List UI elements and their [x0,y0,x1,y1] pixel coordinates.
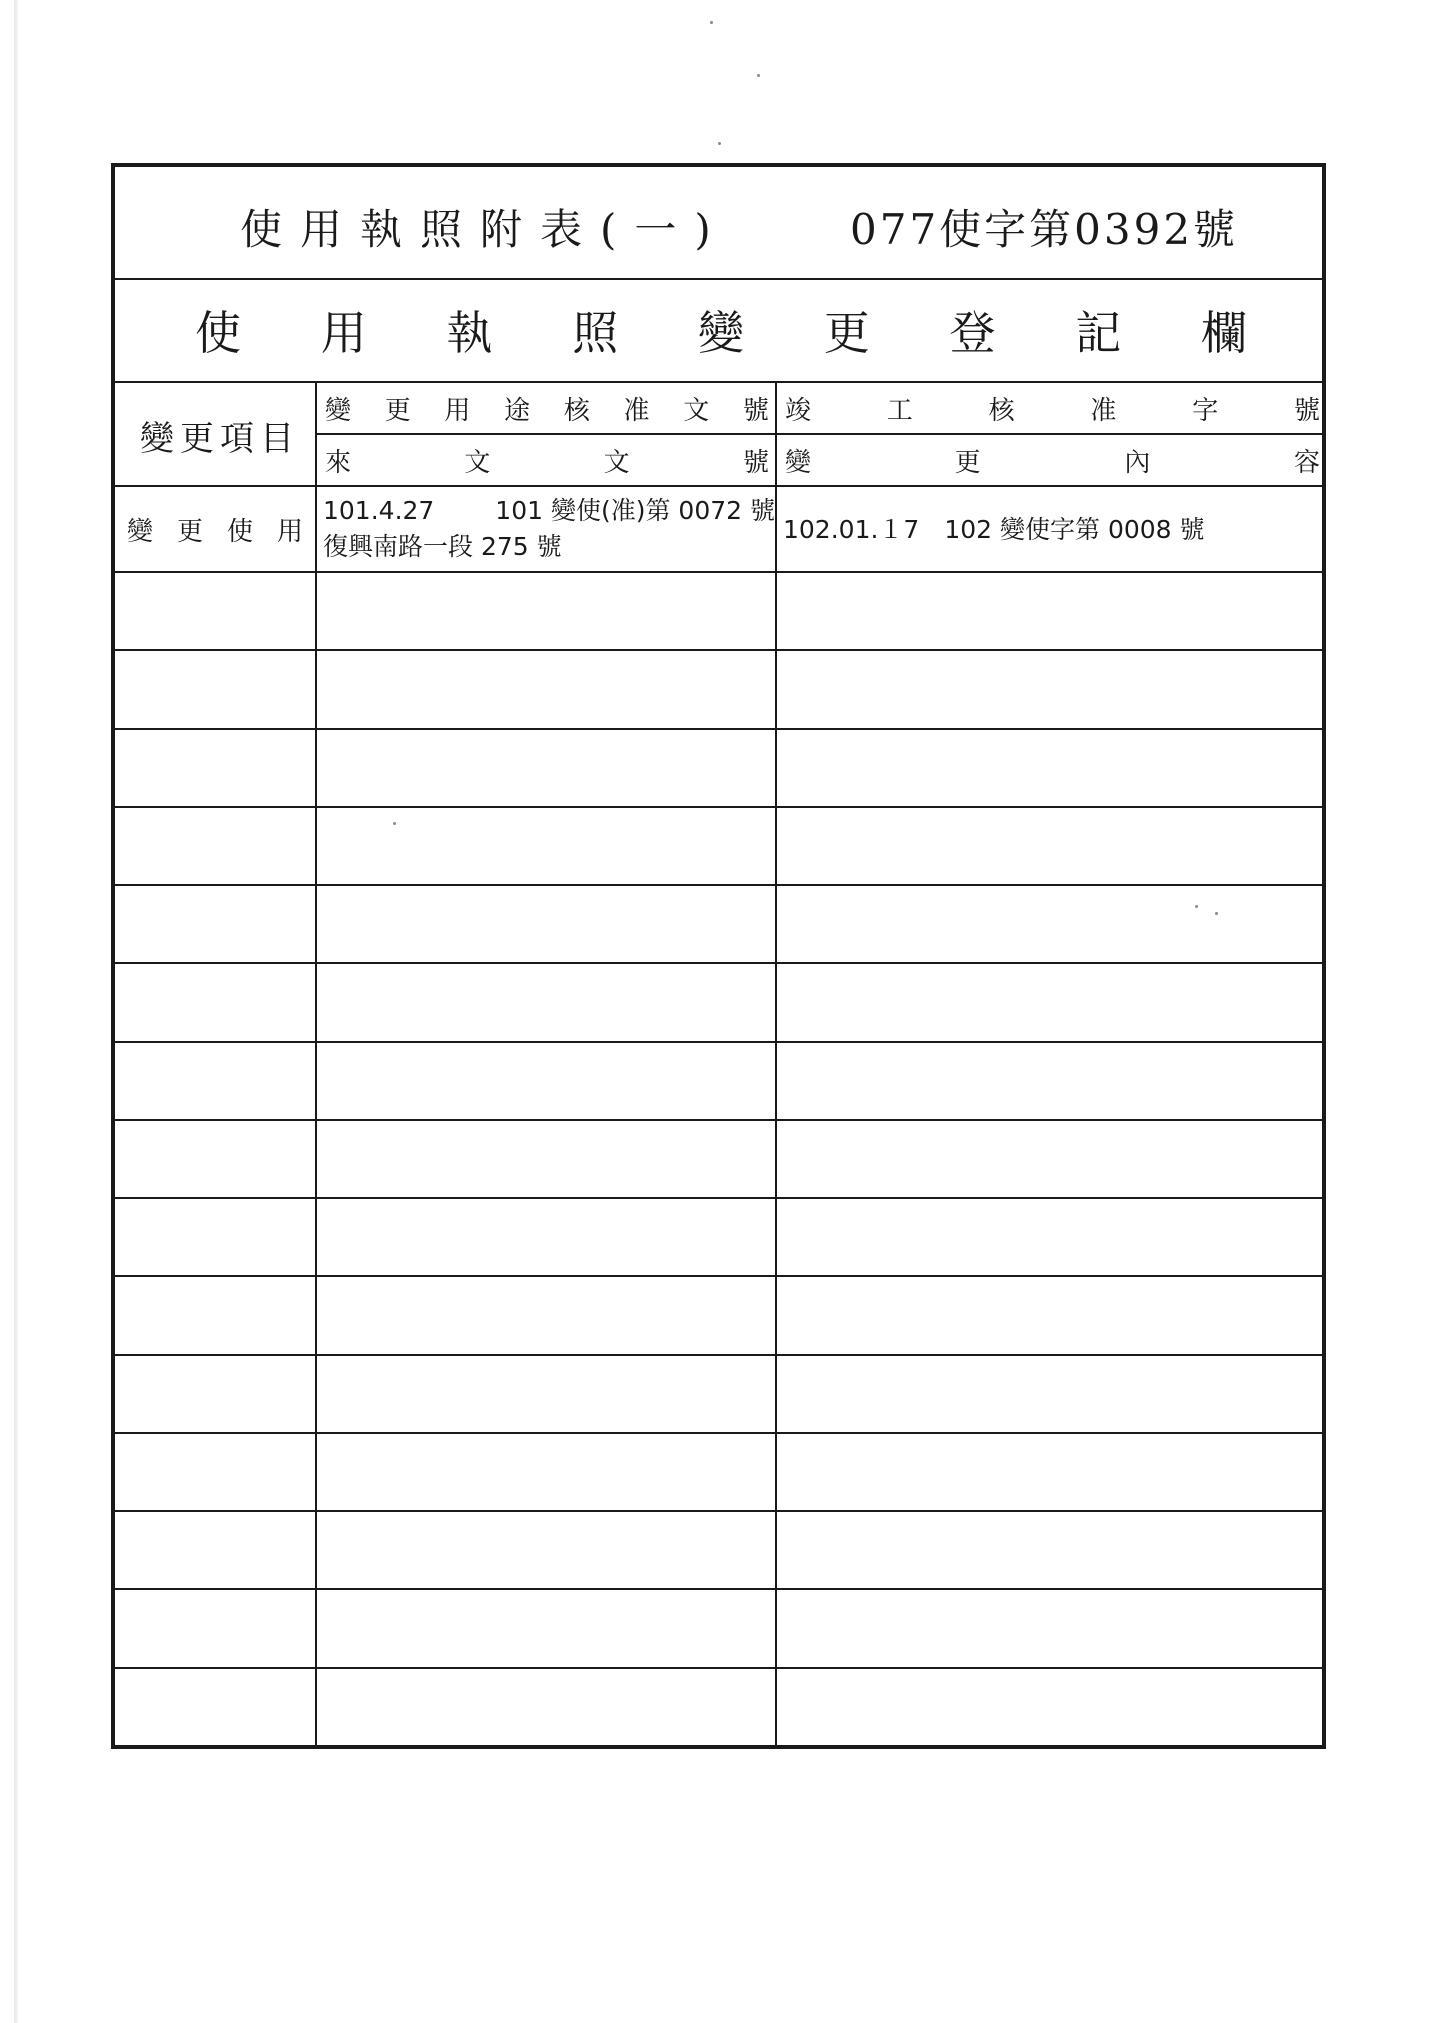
record-item-char: 更 [176,516,203,547]
header-char: 內 [1124,447,1151,478]
subtitle-char: 執 [446,305,493,360]
header-char: 准 [623,395,650,426]
blank-row-divider [115,649,1322,651]
column-divider-item [315,383,317,1745]
record-approval-date: 101.4.27 [323,496,435,525]
scan-speck [1215,912,1218,915]
record-approval-cell [323,493,775,565]
blank-row-divider [115,728,1322,730]
header-char: 工 [886,395,913,426]
blank-row-divider [115,962,1322,964]
header-char: 號 [1293,395,1320,426]
blank-row-divider [115,806,1322,808]
subtitle-char: 用 [320,305,367,360]
scan-speck [718,142,721,145]
blank-row-divider [115,1432,1322,1434]
record-approval-line [323,493,775,529]
subtitle-char: 記 [1075,305,1122,360]
header-completion-number [777,383,1326,433]
record-item-char: 使 [226,516,253,547]
record-item-char: 用 [276,516,303,547]
scan-edge-shadow [14,0,18,2023]
header-char: 變 [785,447,812,478]
license-appendix-form [111,163,1326,1749]
header-char: 更 [384,395,411,426]
header-char: 變 [325,395,352,426]
header-char: 核 [988,395,1015,426]
header-char: 字 [1192,395,1219,426]
scan-speck [710,21,713,24]
header-change-content [777,435,1326,485]
blank-row-divider [115,1667,1322,1669]
header-char: 來 [325,447,352,478]
header-char: 更 [954,447,981,478]
header-char: 文 [464,447,491,478]
title-row [115,167,1322,280]
header-char: 用 [444,395,471,426]
scan-speck [393,822,396,825]
header-char: 准 [1090,395,1117,426]
header-char: 號 [742,395,769,426]
record-approval-number: 101 變使(准)第 0072 號 [495,496,775,525]
blank-row-divider [115,1510,1322,1512]
header-char: 竣 [785,395,812,426]
license-number: 077使字第0392號 [850,205,1239,254]
header-char: 核 [563,395,590,426]
blank-row-divider [115,1275,1322,1277]
header-change-item: 變更項目 [140,418,300,459]
subtitle-char: 更 [823,305,870,360]
column-divider-approval [775,383,777,1745]
header-char: 途 [504,395,531,426]
subtitle-char: 登 [949,305,996,360]
change-record-table [115,383,1322,1745]
blank-row-divider [115,1197,1322,1199]
record-change-item [115,487,315,571]
record-item-char: 變 [127,516,154,547]
record-completion-number: 102.01.１7 102 變使字第 0008 號 [783,515,1205,544]
header-approval-number [317,383,775,433]
blank-row-divider [115,1119,1322,1121]
form-title: 使用執照附表(一) [240,205,729,254]
header-char: 容 [1293,447,1320,478]
blank-row-divider [115,1041,1322,1043]
change-registration-heading [115,278,1322,383]
blank-row-divider [115,884,1322,886]
record-bottom-divider [115,571,1322,573]
header-incoming-document-number [317,435,775,485]
header-char: 文 [683,395,710,426]
record-address: 復興南路一段 275 號 [323,532,562,561]
scan-speck [757,74,760,77]
subtitle-char: 照 [572,305,619,360]
subtitle-char: 變 [698,305,744,360]
header-char: 號 [742,447,769,478]
subtitle-char: 使 [195,305,241,360]
header-char: 文 [603,447,630,478]
blank-row-divider [115,1588,1322,1590]
blank-row-divider [115,1354,1322,1356]
subtitle-char: 欄 [1201,305,1247,360]
scan-speck [1195,905,1198,908]
